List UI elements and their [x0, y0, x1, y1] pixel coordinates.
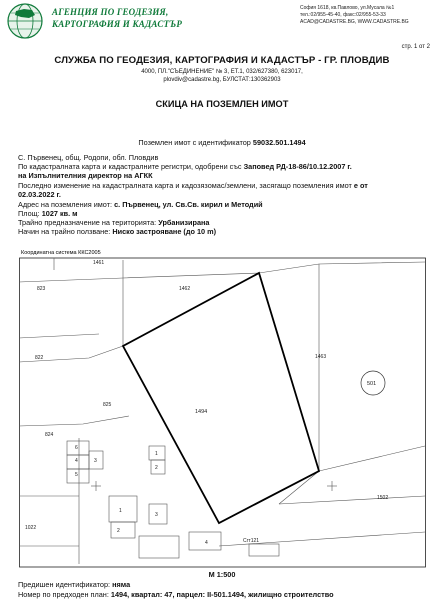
contact-line-3: ACAD@CADASTRE.BG, WWW.CADASTRE.BG [300, 19, 409, 25]
approval-order: Заповед РД-18-86/10.12.2007 г. [243, 162, 352, 171]
parcel-label: 1022 [25, 525, 37, 531]
office-contacts: plovdiv@cadastre.bg, БУЛСТАТ:130362903 [163, 77, 281, 83]
location-line: С. Първенец, общ. Родопи, обл. Пловдив [18, 153, 159, 162]
usage-value: Ниско застрояване (до 10 m) [112, 227, 217, 236]
last-change-text: Последно изменение на кадастралната карта и кадозязомас/землени, засягащо поземления имот [18, 181, 352, 190]
building-label: 1 [119, 508, 122, 514]
agency-name [52, 6, 192, 40]
area-value: 1027 кв. м [41, 209, 78, 218]
plan-value: 1494, квартал: 47, парцел: II-501.1494, жилищно строителство [110, 590, 334, 599]
coord-system-label: Координатна система ККС2005 [21, 250, 101, 256]
agency-line-2: КАРТОГРАФИЯ И КАДАСТЪР [52, 19, 183, 29]
parcel-label: 1502 [377, 495, 389, 501]
contact-line-2: тел.:02/955-45-40, факс:02/955-53-33 [300, 12, 386, 18]
plan-label: Номер по предходен план: [18, 590, 109, 599]
parcel-label-subject: 1494 [195, 409, 208, 415]
quarter-label: 501 [367, 381, 377, 387]
parcel-label: 825 [103, 402, 112, 408]
prev-id-label: Предишен идентификатор: [18, 580, 111, 589]
grid-crosses [91, 481, 337, 491]
building-label: 3 [155, 512, 158, 518]
cadastral-map [19, 246, 426, 568]
agency-contacts [300, 5, 440, 26]
last-change-date: 02.03.2022 г. [18, 190, 61, 199]
previous-plan-line [18, 590, 334, 599]
parcel-label: 824 [45, 432, 54, 438]
parcel-label: 1461 [93, 260, 105, 266]
address-label: Адрес на поземления имот: [18, 200, 113, 209]
agency-line-1: АГЕНЦИЯ ПО ГЕОДЕЗИЯ, [52, 7, 169, 17]
building-label: 3 [94, 458, 97, 464]
last-change-suffix: е от [353, 181, 368, 190]
approval-text: По кадастралната карта и кадастралните регистри, одобрени със [18, 162, 242, 171]
address-value: с. Първенец, ул. Св.Св. кирил и Методий [114, 200, 263, 209]
prev-id-value: няма [112, 580, 131, 589]
contact-line-1: София 1618, кв.Павлово, ул.Мусала №1 [300, 5, 395, 11]
approval-by: на Изпълнителния директор на АГКК [18, 171, 153, 180]
purpose-label: Трайно предназначение на територията: [18, 218, 157, 227]
building-label: 6 [75, 445, 78, 451]
purpose-value: Урбанизирана [158, 218, 210, 227]
office-address: 4000, ПЛ."СЪЕДИНЕНИЕ" № 3, ЕТ.1, 032/627380, 623017, [141, 69, 303, 75]
building-label: 5 [75, 472, 78, 478]
previous-identifier-line [18, 580, 130, 589]
document-title: СКИЦА НА ПОЗЕМЛЕН ИМОТ [155, 99, 289, 109]
page-number: стр. 1 от 2 [401, 44, 430, 50]
parcel-label: 1462 [179, 286, 191, 292]
neighbour-boundaries [19, 258, 425, 564]
parcel-label: 822 [35, 355, 44, 361]
building-label: Сгт121 [243, 538, 260, 544]
area-label: Площ: [18, 209, 40, 218]
usage-label: Начин на трайно ползване: [18, 227, 111, 236]
subject-parcel-outline [123, 273, 319, 523]
parcel-label: 823 [37, 286, 46, 292]
identifier-label: Поземлен имот с идентификатор [138, 138, 251, 147]
agency-logo [4, 2, 46, 40]
map-scale: М 1:500 [208, 570, 236, 579]
office-title: СЛУЖБА ПО ГЕОДЕЗИЯ, КАРТОГРАФИЯ И КАДАСТЪР - ГР. ПЛОВДИВ [54, 55, 390, 66]
building-label: 2 [117, 528, 120, 534]
identifier-value: 59032.501.1494 [252, 138, 306, 147]
identifier-line [0, 138, 444, 147]
building-label: 1 [155, 451, 158, 457]
usage-line [18, 227, 434, 237]
building-label: 4 [75, 458, 78, 464]
building-label: 2 [155, 465, 158, 471]
building-label: 4 [205, 540, 208, 546]
parcel-label: 1463 [315, 354, 327, 360]
document-header [0, 0, 444, 42]
